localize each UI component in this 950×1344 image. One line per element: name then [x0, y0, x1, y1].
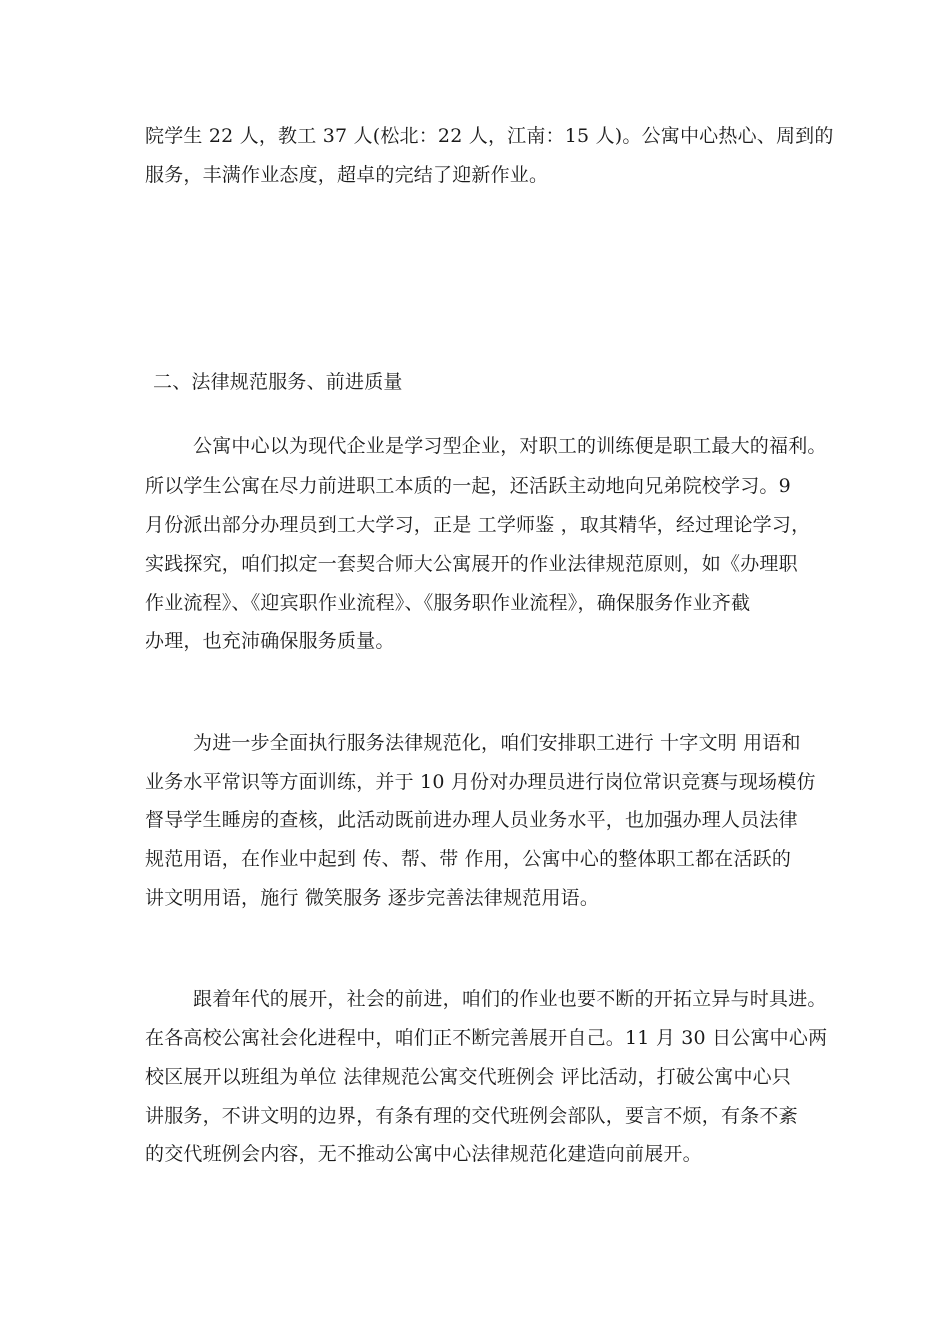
paragraph-3-line-5: 的交代班例会内容，无不推动公寓中心法律规范化建造向前展开。 [145, 1143, 702, 1165]
paragraph-1-line-5: 作业流程》、《迎宾职作业流程》、《服务职作业流程》，确保服务作业齐截 [145, 592, 751, 614]
paragraph-2-line-3: 督导学生睡房的查核，此活动既前进办理人员业务水平，也加强办理人员法律 [145, 809, 798, 831]
intro-line-1: 院学生 22 人，教工 37 人(松北：22 人，江南：15 人)。公寓中心热心、周到的 [145, 125, 834, 147]
paragraph-3-line-2: 在各高校公寓社会化进程中，咱们正不断完善展开自己。11 月 30 日公寓中心两 [145, 1027, 828, 1049]
paragraph-1-line-4: 实践探究，咱们拟定一套契合师大公寓展开的作业法律规范原则，如《办理职 [145, 553, 798, 575]
paragraph-2-line-1: 为进一步全面执行服务法律规范化，咱们安排职工进行 十字文明 用语和 [193, 732, 801, 754]
paragraph-2-line-5: 讲文明用语，施行 微笑服务 逐步完善法律规范用语。 [145, 887, 600, 909]
paragraph-1-line-3: 月份派出部分办理员到工大学习，正是 工学师鉴 ，取其精华，经过理论学习， [145, 514, 811, 536]
paragraph-3-line-1: 跟着年代的展开，社会的前进，咱们的作业也要不断的开拓立异与时具进。 [193, 988, 827, 1010]
intro-line-2: 服务，丰满作业态度，超卓的完结了迎新作业。 [145, 164, 549, 186]
section-heading: 二、法律规范服务、前进质量 [153, 371, 403, 393]
paragraph-3-line-4: 讲服务，不讲文明的边界，有条有理的交代班例会部队，要言不烦，有条不紊 [145, 1105, 798, 1127]
paragraph-2-line-4: 规范用语，在作业中起到 传、帮、带 作用，公寓中心的整体职工都在活跃的 [145, 848, 792, 870]
paragraph-1-line-6: 办理，也充沛确保服务质量。 [145, 630, 395, 652]
paragraph-2-line-2: 业务水平常识等方面训练，并于 10 月份对办理员进行岗位常识竞赛与现场模仿 [145, 771, 816, 793]
paragraph-3-line-3: 校区展开以班组为单位 法律规范公寓交代班例会 评比活动，打破公寓中心只 [145, 1066, 792, 1088]
paragraph-1-line-2: 所以学生公寓在尽力前进职工本质的一起，还活跃主动地向兄弟院校学习。9 [145, 475, 791, 497]
paragraph-1-line-1: 公寓中心以为现代企业是学习型企业，对职工的训练便是职工最大的福利。 [193, 435, 827, 457]
